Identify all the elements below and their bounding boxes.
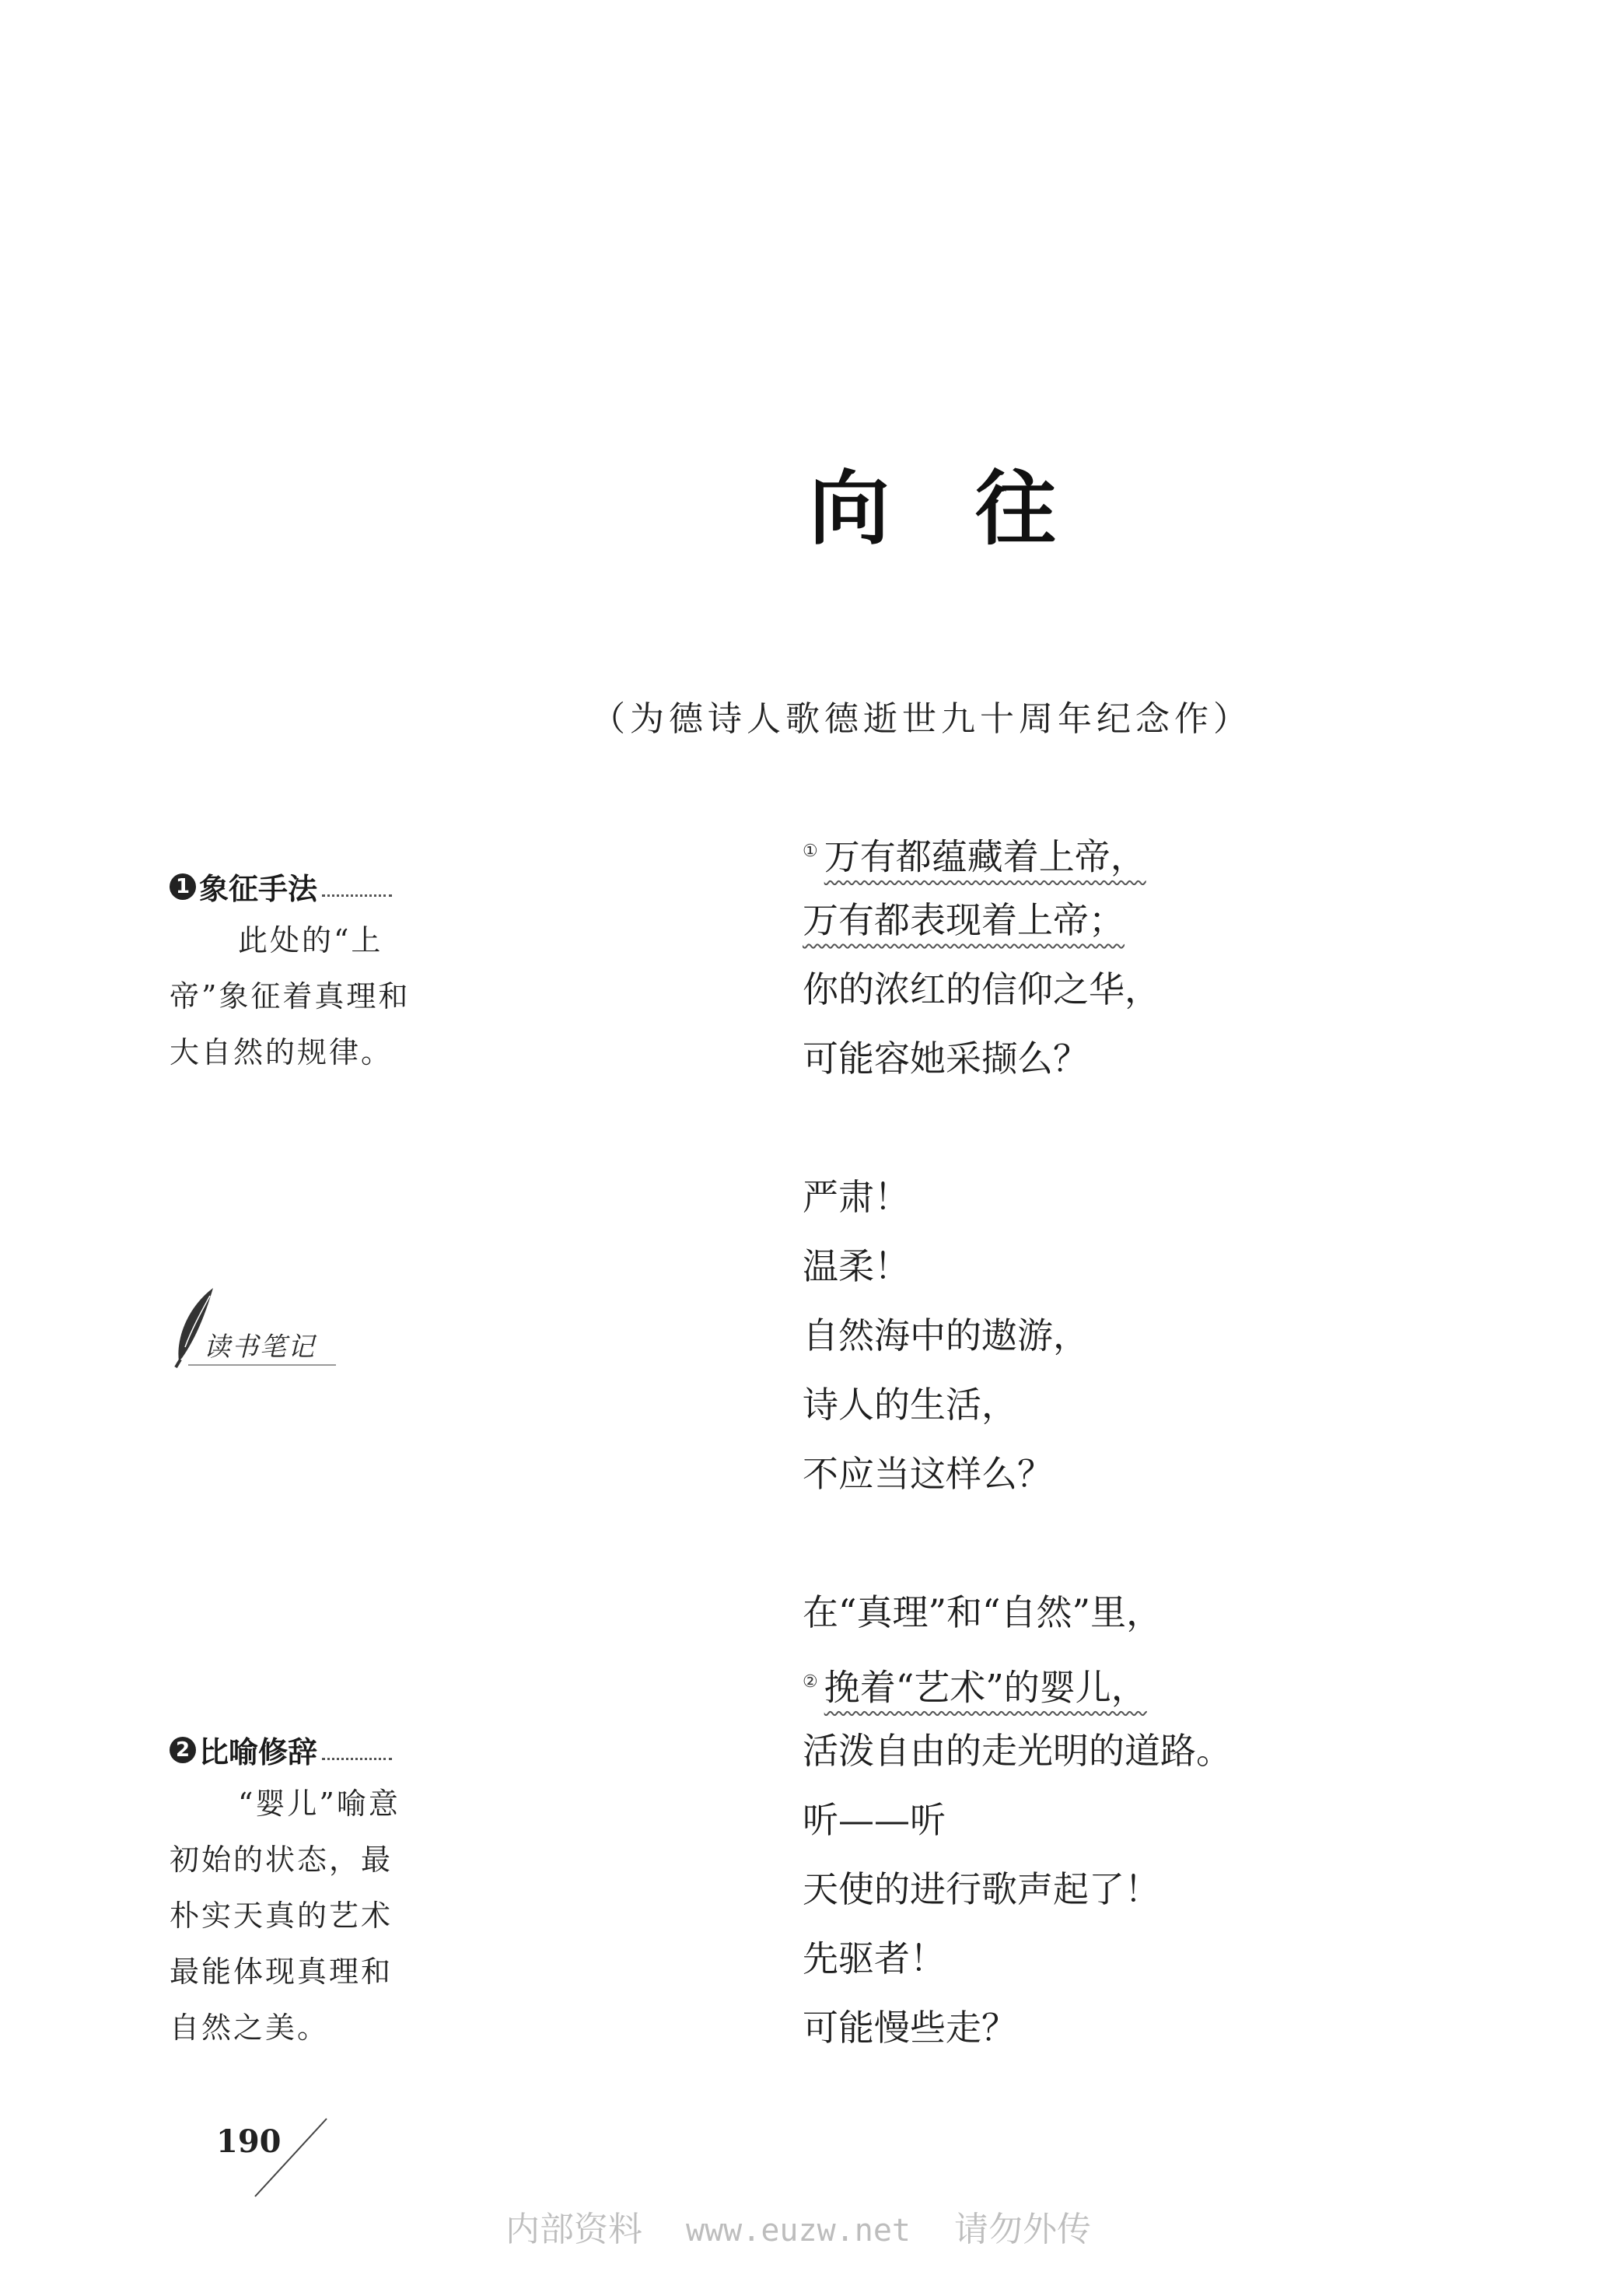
note-title: 象征手法 — [199, 872, 318, 906]
note-text: “婴儿”喻意初始的状态，最朴实天真的艺术最能体现真理和自然之美。 — [170, 1787, 401, 2045]
stanza-gap — [803, 1509, 1232, 1578]
annotation-marker-2: ② — [803, 1672, 818, 1692]
poem-line: 活泼自由的走光明的道路。 — [803, 1730, 1232, 1772]
poem-subtitle: （为德诗人歌德逝世九十周年纪念作） — [591, 699, 1252, 739]
poem-line: 可能慢些走？ — [803, 2007, 1017, 2049]
wavy-underlined-text: 万有都表现着上帝； — [803, 899, 1125, 941]
poem-line — [803, 1647, 1232, 1717]
side-note-symbolism — [170, 865, 418, 1080]
reading-notes-label: 读书笔记 — [204, 1332, 316, 1363]
side-note-metaphor — [170, 1728, 418, 2056]
stanza-gap — [803, 1094, 1232, 1163]
wavy-underlined-text: 万有都蕴藏着上帝， — [824, 835, 1146, 878]
reading-notes-rule — [188, 1364, 336, 1366]
poem-title: 向往 — [809, 460, 1142, 556]
note-number-badge: 2 — [170, 1737, 196, 1763]
page-number: 190 — [216, 2123, 282, 2160]
poem-line: 听——听 — [803, 1799, 946, 1841]
page-corner-slash — [249, 2116, 334, 2201]
note-title: 比喻修辞 — [199, 1735, 318, 1769]
poem-body — [803, 817, 1232, 2063]
watermark-left: 内部资料 — [505, 2210, 642, 2249]
poem-line: 天使的进行歌声起了！ — [803, 1868, 1160, 1910]
poem-line: 可能容她采撷么？ — [803, 1038, 1089, 1080]
note-number-badge: 1 — [170, 873, 196, 900]
poem-line: 严肃！ — [803, 1176, 910, 1218]
poem-line — [803, 817, 1232, 886]
poem-line: 在“真理”和“自然”里， — [803, 1591, 1163, 1633]
annotation-marker-1: ① — [803, 842, 818, 861]
poem-line: 不应当这样么？ — [803, 1453, 1053, 1495]
poem-line: 温柔！ — [803, 1245, 910, 1287]
note-heading — [170, 865, 418, 908]
poem-line: 先驱者！ — [803, 1937, 946, 1979]
reading-notes-section — [165, 1283, 336, 1369]
watermark-right: 请勿外传 — [953, 2210, 1091, 2249]
watermark — [505, 2201, 1091, 2251]
dotted-leader — [322, 1758, 392, 1760]
poem-line — [803, 886, 1232, 955]
poem-line: 自然海中的遨游， — [803, 1314, 1089, 1356]
poem-line: 诗人的生活， — [803, 1384, 1017, 1426]
poem-line: 你的浓红的信仰之华， — [803, 968, 1160, 1010]
wavy-underlined-text: 挽着“艺术”的婴儿， — [824, 1666, 1147, 1709]
dotted-leader — [322, 894, 392, 897]
note-heading — [170, 1728, 418, 1771]
note-text: 此处的“上帝”象征着真理和大自然的规律。 — [170, 923, 411, 1069]
watermark-url: www.euzw.net — [686, 2213, 911, 2249]
